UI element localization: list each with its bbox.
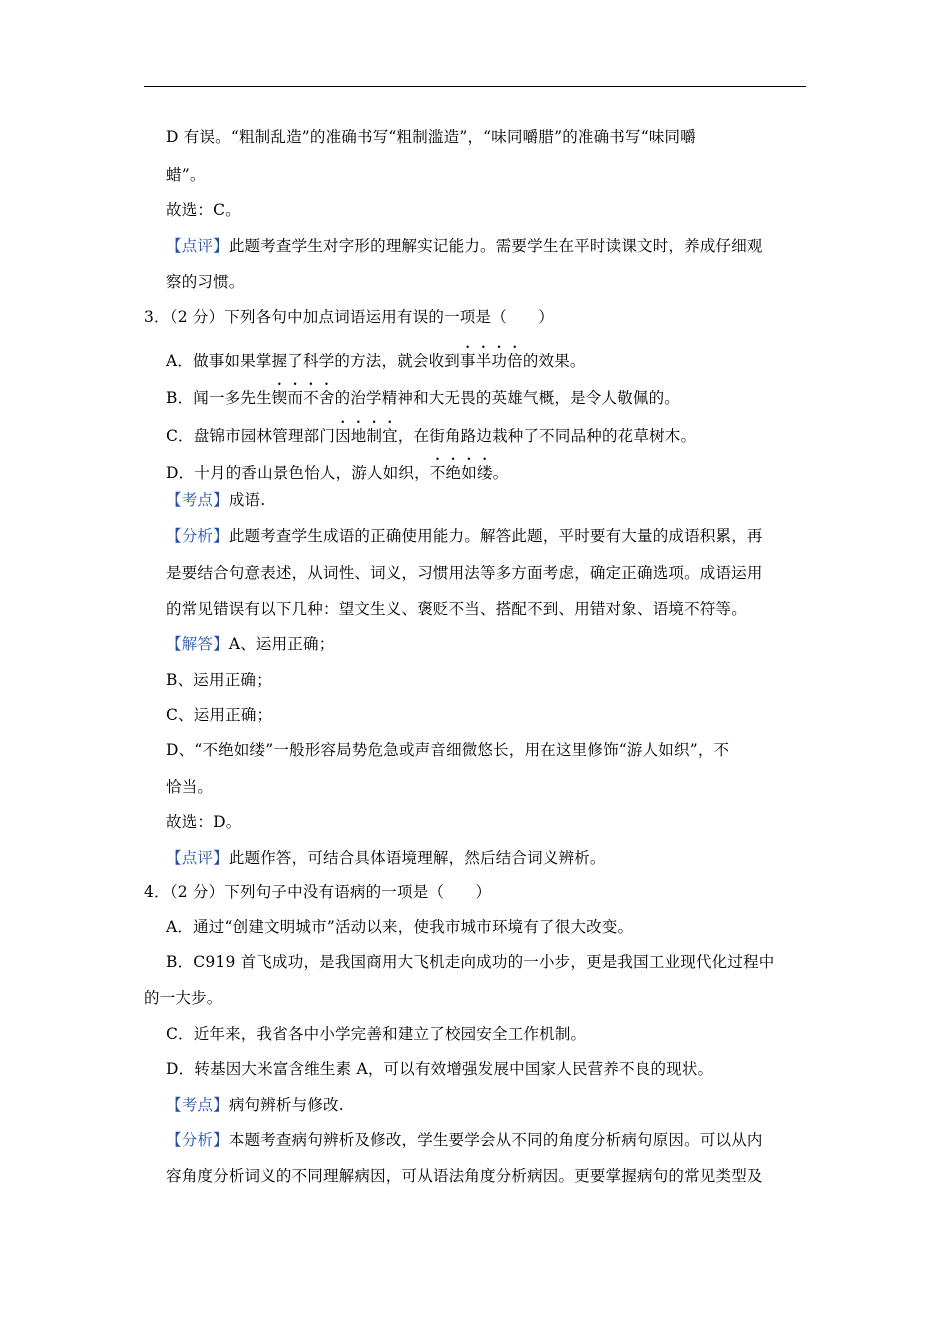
dianping-text: 此题作答，可结合具体语境理解，然后结合词义辨析。 — [228, 849, 606, 867]
q3-fenxi-line3: 的常见错误有以下几种：望文生义、褒贬不当、搭配不到、用错对象、语境不符等。 — [166, 600, 747, 618]
q3-jieda-b: B、运用正确； — [166, 671, 272, 689]
option-text: B．闻一多先生 — [166, 389, 272, 407]
option-text: A．做事如果掌握了科学的方法，就会收到 — [166, 352, 460, 370]
dotted-idiom: 不绝如缕 — [429, 464, 493, 482]
q3-jieda-d-line2: 恰当。 — [166, 778, 214, 796]
dotted-idiom: 事半功倍 — [460, 352, 523, 370]
q3-fenxi-line2: 是要结合句意表述，从词性、词义，习惯用法等多方面考虑，确定正确选项。成语运用 — [166, 564, 763, 582]
header-rule — [144, 86, 806, 87]
q2-comment-line1 — [166, 236, 763, 256]
fenxi-text: 本题考查病句辨析及修改，学生要学会从不同的角度分析病句原因。可以从内 — [228, 1131, 763, 1149]
comment-text: 此题考查学生对字形的理解实记能力。需要学生在平时读课文时，养成仔细观 — [228, 237, 763, 255]
q4-fenxi-line2: 容角度分析词义的不同理解病因，可从语法角度分析病因。更要掌握病句的常见类型及 — [166, 1167, 763, 1185]
option-text: 的治学精神和大无畏的英雄气概，是令人敬佩的。 — [334, 389, 681, 407]
q3-jieda — [166, 634, 334, 654]
jieda-tag: 【解答】 — [166, 635, 229, 653]
kaodian-tag: 【考点】 — [166, 1096, 229, 1114]
q3-option-c — [166, 418, 696, 446]
option-text: C．盘锦市园林管理部门 — [166, 427, 336, 445]
dotted-idiom: 锲而不舍 — [271, 389, 335, 407]
kaodian-tag: 【考点】 — [166, 491, 229, 509]
q3-fenxi-line1 — [166, 526, 763, 546]
q4-stem: 4．（2 分）下列句子中没有语病的一项是（ ） — [144, 883, 492, 901]
q2-explanation-line2: 蜡”。 — [166, 166, 206, 184]
q3-option-d — [166, 455, 508, 483]
q3-kaodian — [166, 490, 265, 510]
fenxi-text: 此题考查学生成语的正确使用能力。解答此题，平时要有大量的成语积累，再 — [228, 527, 763, 545]
q4-option-c: C．近年来，我省各中小学完善和建立了校园安全工作机制。 — [166, 1025, 587, 1043]
q2-explanation-line1: D 有误。“粗制乱造”的准确书写“粗制滥造”，“味同嚼腊”的准确书写“味同嚼 — [166, 128, 696, 146]
q4-kaodian — [166, 1095, 344, 1115]
kaodian-text: 成语. — [228, 491, 266, 509]
q3-jieda-c: C、运用正确； — [166, 706, 273, 724]
jieda-text: A、运用正确； — [228, 635, 335, 653]
kaodian-text: 病句辨析与修改. — [228, 1096, 344, 1114]
option-text: D．十月的香山景色怡人，游人如织， — [166, 464, 430, 482]
q4-fenxi-line1 — [166, 1130, 763, 1150]
option-text: 。 — [492, 464, 509, 482]
dianping-tag: 【点评】 — [166, 849, 229, 867]
option-text: 的效果。 — [522, 352, 586, 370]
q4-option-d: D．转基因大米富含维生素 A，可以有效增强发展中国家人民营养不良的现状。 — [166, 1060, 714, 1078]
q3-answer: 故选：D。 — [166, 813, 242, 831]
comment-tag: 【点评】 — [166, 237, 229, 255]
dotted-idiom: 因地制宜 — [335, 427, 398, 445]
q2-answer: 故选：C。 — [166, 201, 241, 219]
q3-option-b — [166, 380, 680, 408]
q3-dianping — [166, 848, 606, 868]
q3-stem: 3．（2 分）下列各句中加点词语运用有误的一项是（ ） — [144, 308, 555, 326]
q4-option-a: A．通过“创建文明城市”活动以来，使我市城市环境有了很大改变。 — [166, 918, 634, 936]
q4-option-b-line2: 的一大步。 — [144, 989, 223, 1007]
fenxi-tag: 【分析】 — [166, 527, 229, 545]
q3-option-a — [166, 343, 586, 371]
fenxi-tag: 【分析】 — [166, 1131, 229, 1149]
option-text: ，在街角路边栽种了不同品种的花草树木。 — [397, 427, 697, 445]
q3-jieda-d-line1: D、“不绝如缕”一般形容局势危急或声音细微悠长，用在这里修饰“游人如织”，不 — [166, 741, 730, 759]
q2-comment-line2: 察的习惯。 — [166, 273, 245, 291]
q4-option-b-line1: B．C919 首飞成功，是我国商用大飞机走向成功的一小步，更是我国工业现代化过程中 — [166, 953, 775, 971]
